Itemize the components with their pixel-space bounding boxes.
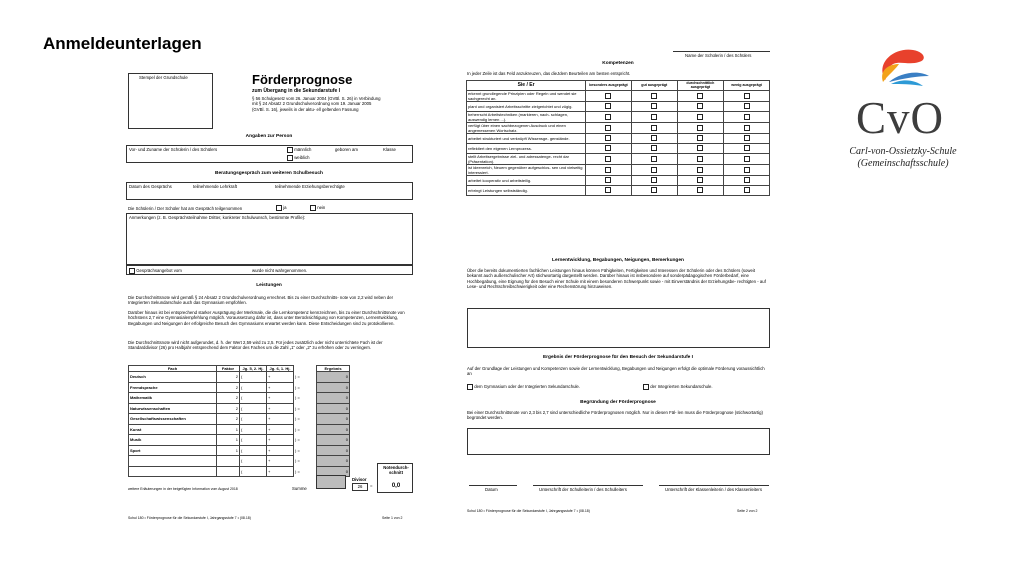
grade-row: Deutsch 2 ( + ) = 0 (129, 372, 350, 383)
iss-checkbox[interactable] (643, 384, 649, 390)
footer-right-2: Seite 2 von 2 (737, 509, 758, 513)
footnote: weitere Erläuterungen in der beigefügten Information vom August 2018 (128, 487, 238, 491)
option-iss[interactable]: der Integrierten Sekundarschule. (643, 384, 713, 390)
competence-checkbox[interactable] (651, 103, 657, 109)
competence-label: beherrscht Arbeitstechniken (markieren, nach- schlagen, auswendig lernen ...). (467, 111, 586, 122)
logo-letters: CvO (856, 93, 945, 143)
competence-checkbox[interactable] (651, 156, 657, 162)
remarks-label: Anmerkungen (z. B. Gesprächsteilnahme Dritter, konkreter Schulwunsch, bestimmte Profile): (129, 215, 306, 220)
grade-h1-cell[interactable]: ( (240, 403, 267, 414)
competence-checkbox[interactable] (651, 93, 657, 99)
subject-factor: 2 (217, 382, 240, 393)
sign-date: Datum (485, 487, 498, 492)
grade-row: Naturwissenschaften 2 ( + ) = 0 (129, 403, 350, 414)
note-label: Notendurch- schnitt (383, 465, 409, 476)
competence-checkbox[interactable] (697, 114, 703, 120)
competence-label: ist ideenreich, Neuem gegenüber aufgeschlos- sen und vielseitig interessiert. (467, 164, 586, 175)
section-beratung: Beratungsgespräch zum weiteren Schulbesuch (215, 171, 323, 176)
legal-text: § 56 Schulgesetz vom 26. Januar 2004 (GVBl. S. 26) in Verbindung mit § 24 Absatz 2 Grundschulverordnung vom 19. Januar 2005 (GVBl. S. 16), jeweils in der aktu- ell geltenden Fassung (252, 96, 381, 112)
col-h2: Jg. 6, 1. Hj. (267, 366, 294, 372)
sign-class-teacher: Unterschrift der Klassenleiterin / des Klassenleiters (665, 487, 762, 492)
subject-name: Kunst (129, 424, 217, 435)
ergebnis-text: Auf der Grundlage der Leistungen und Kompetenzen sowie der Lernentwicklung, Begabungen und Neigungen erfolgt die optimale Förderung voraussichtlich an (467, 366, 765, 377)
section-ergebnis: Ergebnis der Förderprognose für den Besuch der Sekundarstufe I (542, 355, 694, 360)
competence-checkbox[interactable] (744, 187, 750, 193)
beratung-fields-box (126, 182, 413, 200)
competence-label: erbringt Leistungen selbstständig. (467, 185, 586, 195)
yes-checkbox[interactable] (276, 205, 282, 211)
sum-box (316, 475, 346, 489)
competence-col-header: durchschnittlich ausgeprägt (677, 81, 724, 91)
competence-checkbox[interactable] (744, 145, 750, 151)
competence-row (467, 111, 770, 122)
subject-result: 0 (317, 372, 350, 383)
grade-h2-cell[interactable]: + (267, 403, 294, 414)
competence-checkbox[interactable] (697, 135, 703, 141)
competence-checkbox[interactable] (605, 135, 611, 141)
footer-right-1: Seite 1 von 2 (382, 516, 403, 520)
competence-checkbox[interactable] (605, 103, 611, 109)
person-fields-box (126, 145, 413, 163)
section-person: Angaben zur Person (245, 134, 293, 139)
slide-title: Anmeldeunterlagen (43, 34, 202, 53)
competence-checkbox[interactable] (651, 145, 657, 151)
grade-h2-cell[interactable]: + (267, 435, 294, 446)
grade-h2-cell[interactable]: + (267, 424, 294, 435)
form-page-2 (463, 48, 773, 520)
grade-h2-cell[interactable]: + (267, 382, 294, 393)
subject-factor: 2 (217, 403, 240, 414)
stamp-label: Stempel der Grundschule (139, 75, 188, 80)
competence-label: plant und organisiert Arbeitsschritte zielgerichtet und zügig. (467, 101, 586, 111)
note-box (377, 463, 413, 493)
competence-label: erkennt grundlegende Prinzipien oder Regeln und wendet sie sachgerecht an. (467, 90, 586, 101)
competence-checkbox[interactable] (605, 114, 611, 120)
gender-checkbox-1[interactable] (287, 147, 293, 153)
subject-name: Deutsch (129, 372, 217, 383)
grade-h1-cell[interactable]: ( (240, 466, 267, 477)
competence-checkbox[interactable] (744, 125, 750, 131)
subject-result: 0 (317, 456, 350, 467)
offer-checkbox[interactable] (129, 268, 135, 274)
subject-name: Gesellschaftswissenschaften (129, 414, 217, 425)
form-page-1: Stempel der Grundschule Förderprognose zum Übergang in die Sekundarstufe I § 56 Schulgesetz vom 26. Januar 2004 (GVBl. S. 26) in Verbindung mit § 24 Absatz 2 Grundschulverordnung vom 19. Januar 2005 (GVBl. S. 16), jeweils in der aktu- ell geltenden Fassung Angaben zur Person Vor- und Zuname der Schülerin / des Schülers männlich weiblich geboren am Klasse Beratungsgespräch zum weiteren Schulbesuch Datum des Gesprächs teilnehmende Lehrkraft teilnehmende Erziehungsberechtigte Die Schülerin / Der Schüler hat am Gespräch teilgenommen ja nein Anmerkungen (z. B. Gesprächsteilnahme Dritter, konkreter Schulwunsch, bestimmte Profile): Gesprächsangebot vom wurde nicht wahrgenommen. Leistungen Die Durchschnittsnote wird gemäß § 24 Absatz 2 Grundschulverordnung errechnet. Bis zu einer Durchschnitts- note von 2,2 wird neben der Integrierten Sekundarschule auch das Gymnasium empfohlen. Darüber hinaus ist bei entsprechend starker Ausprägung der Merkmale, die die Lernkompetenz kennzeichnen, bis zu einer Durchschnittsnote von höchstens 2,7 eine Gymnasialempfehlung möglich. Voraussetzung dafür ist, dass unter Berücksichtigung von Kompetenzen, Lernentwicklung, Begabungen und Neigungen der erfolgreiche Besuch des Gymnasiums erwartet werden kann. Diese Entscheidungen sind zu protokollieren. Die Durchschnittsnote wird nicht aufgerundet, d. h. der Wert 2,59 wird zu 2,5. Für jedes zusätzlich oder nicht unterrichtete Fach ist der Standarddivisor (26) pro Halbjahr entsprechend dem Faktor des Faches um die Zahl „1“ oder „2“ zu erhöhen oder zu verringern. Fach Faktor Jg. 5, 2. Hj. Jg. 6, 1. Hj. Ergebnis Deutsch 2 ( + ) = 0 Fremdsprache 2 ( + ) = 0 Mathematik 2 ( + ) = 0 Naturwissenschaften 2 ( + ) = 0 Gesellschaftswissenschaften 2 ( + ) = 0 Kunst 1 ( + ) = 0 Musik 1 ( + ) = 0 Sport 1 ( + ) = 0 ( + ) = 0 ( + ) = 0 weitere Erläuterungen in der beigefügten Information vom August 2018 Summe Divisor 26 = Notendurch- schnitt 0,0 Schul 180 • Förderprognose für die Sekundarstufe I, Jahrgangsstufe 7 • (08.18) Seite 1 von 2 (120, 70, 418, 525)
remarks-box[interactable] (126, 213, 413, 265)
gender-checkbox-2[interactable] (287, 155, 293, 161)
grade-row: Gesellschaftswissenschaften 2 ( + ) = 0 (129, 414, 350, 425)
gender-option-1[interactable]: männlich (287, 147, 311, 153)
competence-col-header: Sie / Er (467, 81, 586, 91)
divisor-label: Divisor (352, 477, 367, 482)
competence-checkbox[interactable] (605, 187, 611, 193)
competence-checkbox[interactable] (651, 177, 657, 183)
competence-checkbox[interactable] (697, 187, 703, 193)
offer-checkbox-row[interactable]: Gesprächsangebot vom (129, 268, 182, 274)
competence-checkbox[interactable] (744, 93, 750, 99)
lernentwicklung-box[interactable] (467, 308, 770, 348)
competence-row (467, 175, 770, 185)
competence-col-header: besonders ausgeprägt (586, 81, 632, 91)
sum-label: Summe (292, 486, 307, 491)
school-stamp-box (128, 73, 213, 129)
field-born-label: geboren am (335, 147, 358, 152)
logo-school-name: Carl-von-Ossietzky-Schule (849, 146, 957, 157)
subject-factor (217, 456, 240, 467)
competence-checkbox[interactable] (744, 103, 750, 109)
subject-result: 0 (317, 403, 350, 414)
field-guardian-label: teilnehmende Erziehungsberechtigte (275, 184, 345, 189)
competence-checkbox[interactable] (605, 177, 611, 183)
competence-row (467, 122, 770, 133)
competence-row (467, 90, 770, 101)
competence-checkbox[interactable] (697, 156, 703, 162)
begruendung-box[interactable] (467, 428, 770, 455)
competence-checkbox[interactable] (697, 145, 703, 151)
subject-name: Musik (129, 435, 217, 446)
competence-checkbox[interactable] (651, 125, 657, 131)
grade-h2-cell[interactable]: + (267, 466, 294, 477)
grade-row: ( + ) = 0 (129, 456, 350, 467)
competence-label: arbeitet kooperativ und arbeitsteilig. (467, 175, 586, 185)
gender-option-2[interactable]: weiblich (287, 155, 310, 161)
competence-row (467, 101, 770, 111)
subject-name (129, 456, 217, 467)
note-value: 0,0 (391, 483, 401, 489)
sign-school-head: Unterschrift der Schulleiterin / des Schulleiters (539, 487, 627, 492)
col-subject: Fach (129, 366, 217, 372)
competence-label: arbeitet strukturiert und verknüpft Wissensge- genstände. (467, 133, 586, 143)
subject-name: Fremdsprache (129, 382, 217, 393)
grade-h1-cell[interactable]: ( (240, 445, 267, 456)
competence-row (467, 143, 770, 153)
grade-h2-cell[interactable]: + (267, 445, 294, 456)
competence-row (467, 133, 770, 143)
grade-row: Musik 1 ( + ) = 0 (129, 435, 350, 446)
competence-checkbox[interactable] (744, 177, 750, 183)
field-class-label: Klasse (383, 147, 396, 152)
competence-label: verfügt über einen sachbezogenen Ausdruck und einen angemessenen Wortschatz. (467, 122, 586, 133)
option-gymnasium[interactable]: dem Gymnasium oder der Integrierten Sekundarschule. (467, 384, 580, 390)
col-h1: Jg. 5, 2. Hj. (240, 366, 267, 372)
subject-result: 0 (317, 445, 350, 456)
field-name-label: Vor- und Zuname der Schülerin / des Schülers (129, 147, 218, 152)
competence-row (467, 185, 770, 195)
begruendung-text: Bei einer Durchschnittsnote von 2,3 bis 2,7 sind unterschiedliche Förderprognosen möglich. Nur in diesen Fäl- len muss die Förderprognose (stichwortartig) begründet werden. (467, 410, 763, 421)
grade-row: Mathematik 2 ( + ) = 0 (129, 393, 350, 404)
section-leistungen: Leistungen (256, 283, 282, 288)
competence-checkbox[interactable] (697, 103, 703, 109)
subject-factor: 2 (217, 414, 240, 425)
grade-h1-cell[interactable]: ( (240, 435, 267, 446)
subject-name: Mathematik (129, 393, 217, 404)
grade-h2-cell[interactable]: + (267, 372, 294, 383)
logo-school-type: (Gemeinschaftsschule) (857, 158, 949, 169)
subject-result: 0 (317, 424, 350, 435)
competence-checkbox[interactable] (744, 156, 750, 162)
competence-checkbox[interactable] (697, 125, 703, 131)
subject-name (129, 466, 217, 477)
col-result: Ergebnis (317, 366, 350, 372)
grade-row: Sport 1 ( + ) = 0 (129, 445, 350, 456)
competence-label: stellt Arbeitsergebnisse ziel- und adressatenge- recht dar (Präsentation). (467, 153, 586, 164)
competence-row (467, 164, 770, 175)
subject-factor: 1 (217, 424, 240, 435)
competence-checkbox[interactable] (744, 114, 750, 120)
subject-factor: 2 (217, 393, 240, 404)
competence-checkbox[interactable] (605, 145, 611, 151)
no-checkbox[interactable] (310, 205, 316, 211)
field-date-label: Datum des Gesprächs (129, 184, 172, 189)
competence-checkbox[interactable] (697, 93, 703, 99)
field-teacher-label: teilnehmende Lehrkraft (193, 184, 237, 189)
participation-yes[interactable]: ja (276, 205, 287, 211)
grade-h2-cell[interactable]: + (267, 456, 294, 467)
grade-h1-cell[interactable]: ( (240, 393, 267, 404)
subject-result: 0 (317, 382, 350, 393)
offer-box (126, 265, 413, 275)
competence-checkbox[interactable] (651, 135, 657, 141)
grade-row: Kunst 1 ( + ) = 0 (129, 424, 350, 435)
leistungen-paragraph-1: Die Durchschnittsnote wird gemäß § 24 Absatz 2 Grundschulverordnung errechnet. Bis zu einer Durchschnitts- note von 2,2 wird neben der Integrierten Sekundarschule auch das Gymnasium empfohlen. (128, 295, 394, 306)
footer-left-1: Schul 180 • Förderprognose für die Sekundarstufe I, Jahrgangsstufe 7 • (08.18) (128, 516, 251, 520)
competence-row (467, 153, 770, 164)
section-begruendung: Begründung der Förderprognose (580, 400, 656, 405)
grade-h1-cell[interactable]: ( (240, 372, 267, 383)
competence-checkbox[interactable] (605, 156, 611, 162)
competence-table (466, 80, 770, 196)
subject-result: 0 (317, 414, 350, 425)
col-factor: Faktor (217, 366, 240, 372)
subject-result: 0 (317, 466, 350, 477)
competence-checkbox[interactable] (697, 167, 703, 173)
competence-checkbox[interactable] (744, 167, 750, 173)
grade-h1-cell[interactable]: ( (240, 414, 267, 425)
grade-row: ( + ) = 0 (129, 466, 350, 477)
competence-checkbox[interactable] (744, 135, 750, 141)
lernentwicklung-text: Über die bereits dokumentierten fachlichen Leistungen hinaus können Fähigkeiten, Fertigkeiten und Interessen der Schülerin oder des Schülers (soweit bekannt auch außerschulischer Art) stichwortartig dargestellt werden. Darüber hinaus ist insbesondere auf sonderpädagogischen Förderbedarf, eine Hochbegabung, eine Eignung für den Besuch einer Schule mit einem besonderen Schwerpunkt sowie - mit Einverständnis der Erziehungsbe- rechtigten - auf Lese- und Rechtschreibschwierigkeit oder eine Rechenstörung hinzuweisen. (467, 268, 766, 290)
grade-table (128, 365, 350, 477)
grade-h2-cell[interactable]: + (267, 393, 294, 404)
divisor-value: 26 (352, 483, 368, 491)
subject-factor: 1 (217, 435, 240, 446)
participation-text: Die Schülerin / Der Schüler hat am Gespräch teilgenommen (128, 206, 243, 211)
grade-h2-cell[interactable]: + (267, 414, 294, 425)
grade-h1-cell[interactable]: ( (240, 456, 267, 467)
competence-checkbox[interactable] (605, 167, 611, 173)
doc-subtitle: zum Übergang in die Sekundarstufe I (252, 88, 341, 94)
competence-col-header: gut ausgeprägt (631, 81, 677, 91)
grade-h1-cell[interactable]: ( (240, 424, 267, 435)
section-kompetenzen: Kompetenzen (602, 61, 634, 66)
competence-checkbox[interactable] (651, 187, 657, 193)
grade-h1-cell[interactable]: ( (240, 382, 267, 393)
section-lernentwicklung: Lernentwicklung, Begabungen, Neigungen, Bemerkungen (552, 258, 684, 263)
competence-label: reflektiert den eigenen Lernprozess. (467, 143, 586, 153)
competence-checkbox[interactable] (651, 114, 657, 120)
subject-result: 0 (317, 393, 350, 404)
doc-title: Förderprognose (252, 72, 353, 87)
competence-checkbox[interactable] (605, 93, 611, 99)
subject-name: Naturwissenschaften (129, 403, 217, 414)
subject-result: 0 (317, 435, 350, 446)
gymnasium-checkbox[interactable] (467, 384, 473, 390)
name-caption: Name der Schülerin / des Schülers (685, 53, 752, 58)
competence-checkbox[interactable] (697, 177, 703, 183)
participation-no[interactable]: nein (310, 205, 325, 211)
competence-checkbox[interactable] (651, 167, 657, 173)
competence-checkbox[interactable] (605, 125, 611, 131)
subject-factor (217, 466, 240, 477)
grade-row: Fremdsprache 2 ( + ) = 0 (129, 382, 350, 393)
subject-name: Sport (129, 445, 217, 456)
footer-left-2: Schul 180 • Förderprognose für die Sekundarstufe I, Jahrgangsstufe 7 • (08.18) (467, 509, 590, 513)
kompetenzen-intro: In jeder Zeile ist das Feld anzukreuzen, das dieJdem Beurteilen am besten entspricht. (467, 71, 631, 76)
competence-col-header: wenig ausgeprägt (724, 81, 770, 91)
subject-factor: 2 (217, 372, 240, 383)
leistungen-paragraph-2: Darüber hinaus ist bei entsprechend starker Ausprägung der Merkmale, die die Lernkompetenz kennzeichnen, bis zu einer Durchschnittsnote von höchstens 2,7 eine Gymnasialempfehlung möglich. Voraussetzung dafür ist, dass unter Berücksichtigung von Kompetenzen, Lernentwicklung, Begabungen und Neigungen der erfolgreiche Besuch des Gymnasiums erwartet werden kann. Diese Entscheidungen sind zu protokollieren. (128, 310, 405, 326)
subject-factor: 1 (217, 445, 240, 456)
offer-suffix: wurde nicht wahrgenommen. (252, 268, 308, 273)
leistungen-paragraph-3: Die Durchschnittsnote wird nicht aufgerundet, d. h. der Wert 2,59 wird zu 2,5. Für jedes zusätzlich oder nicht unterrichtete Fach ist der Standarddivisor (26) pro Halbjahr entsprechend dem Faktor des Faches um die Zahl „1“ oder „2“ zu erhöhen oder zu verringern. (128, 340, 383, 351)
